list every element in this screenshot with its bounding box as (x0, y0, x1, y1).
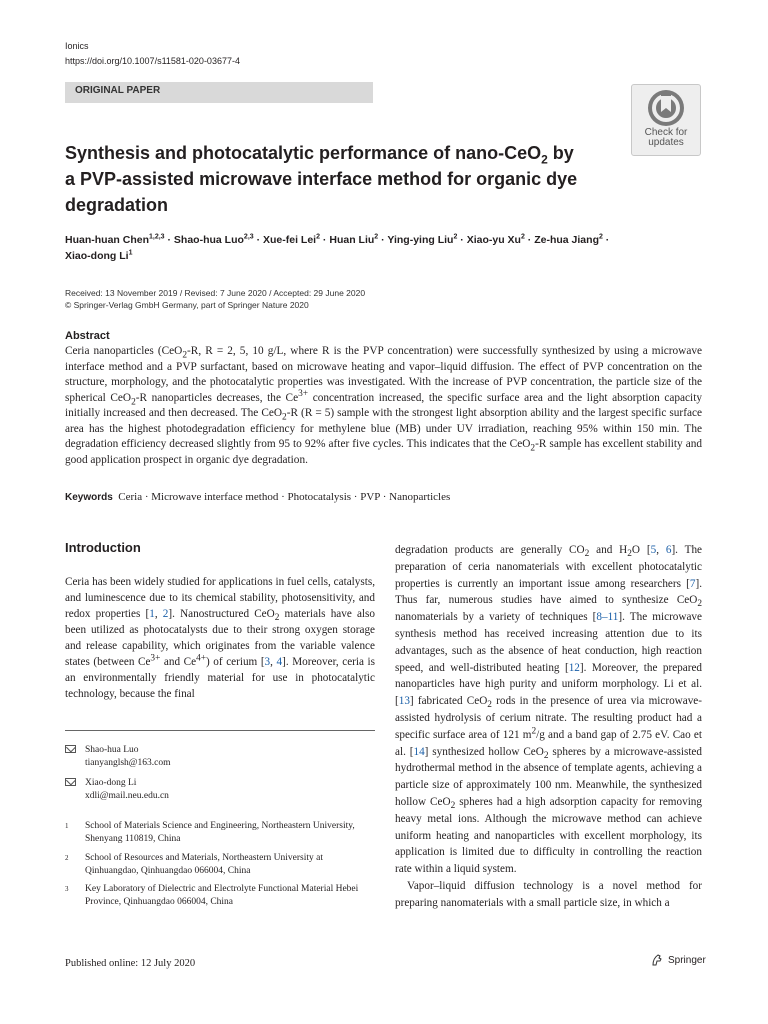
author[interactable]: Huan-huan Chen$^{1,2,3}$ (65, 233, 165, 246)
citation-link[interactable]: 3 (264, 656, 271, 668)
article-title: Synthesis and photocatalytic performance of nano-CeO$_2$ by a PVP-assisted microwave interface method for organic dye degradation (65, 143, 578, 215)
journal-name: Ionics (65, 41, 89, 51)
email-link[interactable]: tianyanglsh@163.com (85, 758, 171, 768)
citation-link[interactable]: 2 (162, 608, 169, 620)
crossmark-icon (646, 88, 686, 128)
abstract-text: Ceria nanoparticles (CeO$_2$-R, R = 2, 5, 10 g/L, where R is the PVP concentration) were successfully synthesized by using a microwave interface method and a PVP surfactant, based on microwave heating and vapor–liquid diffusion. The effect of PVP concentration on the structure, morphology, and the photocatalytic properties was investigated. With the increase of PVP concentration, the particle size of the spherical CeO$_2$-R nanoparticles decreases, the $Ce^{3+}$ concentration increased, the specific surface area and the light absorption capacity initially increased and then decreased. The CeO$_2$-R (R = 5) sample with the strongest light absorption ability and the largest specific surface area has the highest photodegradation efficiency for methylene blue (MB) under UV irradiation, reaching 95% within 150 min. The degradation efficiency decreased slightly from 95 to 92% after five cycles. This indicates that the CeO$_2$-R sample has excellent stability and good application prospect in organic dye degradation. (65, 345, 702, 466)
keywords-label: Keywords (65, 492, 113, 503)
author[interactable]: Xue-fei Lei$^2$ (263, 233, 321, 246)
publisher-name: Springer (668, 954, 706, 966)
envelope-icon (65, 778, 76, 786)
introduction-heading: Introduction (65, 540, 141, 555)
author[interactable]: Ying-ying Liu$^2$ (387, 233, 458, 246)
keywords-list: Ceria · Microwave interface method · Photocatalysis · PVP · Nanoparticles (118, 491, 451, 503)
author[interactable]: Xiao-dong Li$^1$ (65, 249, 133, 262)
affiliation-2: 2 School of Resources and Materials, Northeastern University at Qinhuangdao, Qinhuangdao 066004, China (65, 853, 323, 876)
envelope-icon (65, 745, 76, 753)
copyright-notice: © Springer-Verlag GmbH Germany, part of Springer Nature 2020 (65, 300, 309, 310)
citation-link[interactable]: 1 (149, 608, 155, 620)
author[interactable]: Xiao-yu Xu$^2$ (466, 233, 525, 246)
email-link[interactable]: xdli@mail.neu.edu.cn (85, 791, 169, 801)
introduction-right-column: degradation products are generally $CO_2$ and $H_2O$ [5, 6]. The preparation of ceria nanomaterials with excellent photocatalytic properties is currently an important issue among researchers [7]. Thus far, numerous studies have aimed to synthesize CeO$_2$ nanomaterials by a variety of techniques [8–11]. The microwave synthesis method has received increasing attention due to its advantages, such as the absence of heat conduction, high reaction speed, and well-distributed heating [12]. Moreover, the prepared nanoparticles have high purity and uniform morphology. Li et al. [13] fabricated CeO$_2$ rods in the presence of urea via microwave-assisted hydrolysis of cerium nitrate. The resulting product had a specific surface area of 121 $m^2/g$ and a band gap of 2.75 eV. Cao et al. [14] synthesized hollow CeO$_2$ spheres by a microwave-assisted hydrothermal method in the absence of template agents, achieving a particle size of approximately 100 nm. Meanwhile, the synthesized hollow CeO$_2$ spheres had a high adsorption capacity for removing heavy metal ions. Although the microwave method can achieve uniform heating and nanoparticles with excellent morphology, its application is limited due to difficulty in controlling the reaction rate within a liquid system. Vapor–liquid diffusion technology is a novel method for preparing nanomaterials with a small particle size, in which a (395, 542, 702, 912)
updates-label: updates (648, 137, 684, 148)
author[interactable]: Huan Liu$^2$ (329, 233, 379, 246)
published-date: Published online: 12 July 2020 (65, 958, 196, 969)
citation-link[interactable]: 8–11 (596, 611, 619, 624)
corresponding-author-2: Xiao-dong Li xdli@mail.neu.edu.cn (65, 777, 375, 803)
citation-link[interactable]: 5 (650, 544, 657, 556)
author[interactable]: Shao-hua Luo$^{2,3}$ (173, 233, 254, 246)
footnote-divider (65, 730, 375, 731)
article-type-badge: ORIGINAL PAPER (65, 82, 373, 103)
citation-link[interactable]: 6 (665, 544, 672, 556)
citation-link[interactable]: 13 (398, 695, 410, 708)
author[interactable]: Ze-hua Jiang$^2$ (534, 233, 603, 246)
check-for-updates-button[interactable] (631, 84, 701, 156)
keywords (65, 491, 450, 503)
citation-link[interactable]: 14 (413, 745, 425, 758)
corresponding-author-1: Shao-hua Luo tianyanglsh@163.com (65, 744, 375, 770)
article-dates: Received: 13 November 2019 / Revised: 7 June 2020 / Accepted: 29 June 2020 (65, 288, 366, 298)
doi-link[interactable]: https://doi.org/10.1007/s11581-020-03677-4 (65, 56, 240, 66)
citation-link[interactable]: 7 (689, 577, 696, 590)
paragraph: Vapor–liquid diffusion technology is a novel method for preparing nanomaterials with a small particle size, in which a (395, 879, 702, 909)
affiliation-1: 1 School of Materials Science and Engineering, Northeastern University, Shenyang 110819, China (65, 821, 355, 844)
check-for-label: Check for (644, 127, 688, 138)
springer-horse-icon (650, 953, 664, 967)
introduction-left-column: Ceria has been widely studied for applications in fuel cells, catalysts, and luminescence due to its chemical stability, photosensitivity, and redox properties [1, 2]. Nanostructured CeO$_2$ materials have also been utilized as photocatalysts due to their strong oxygen storage and release capability, which originates from the variable valence states (between $Ce^{3+}$ and $Ce^{4+}$) of cerium [3, 4]. Moreover, ceria is an environmentally friendly material for use in photocatalytic technology, because the final (65, 576, 375, 700)
publisher-logo (650, 953, 706, 967)
citation-link[interactable]: 4 (276, 656, 283, 668)
author-list: Huan-huan Chen$^{1,2,3}$ · Shao-hua Luo$^{2,3}$ · Xue-fei Lei$^2$ · Huan Liu$^2$ · Ying-ying Liu$^2$ · Xiao-yu $Xu^2 \cdot Ze-hua$ Jiang$^2$ · Xiao-dong Li$^1$ (65, 233, 610, 262)
citation-link[interactable]: 12 (568, 661, 580, 674)
affiliation-3: 3 Key Laboratory of Dielectric and Electrolyte Functional Material Hebei Province, Qinhuangdao 066004, China (65, 884, 359, 907)
abstract-heading: Abstract (65, 330, 110, 342)
